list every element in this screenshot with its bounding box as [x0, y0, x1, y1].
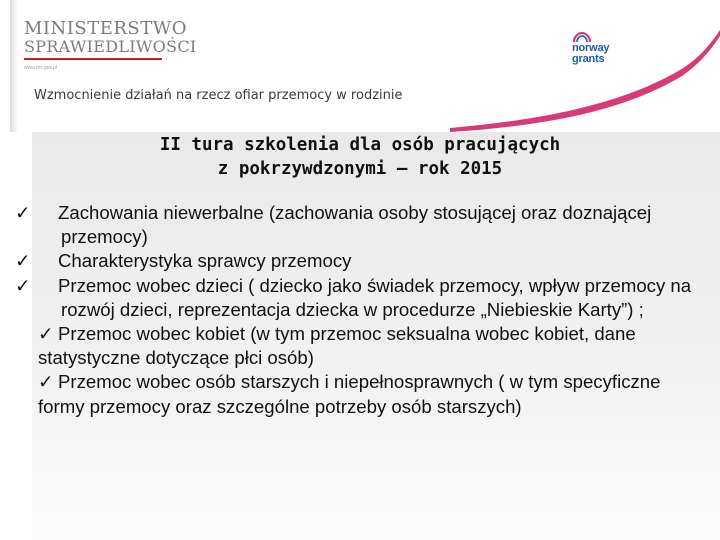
project-subtitle: Wzmocnienie działań na rzecz ofiar przemocy w rodzinie [34, 88, 403, 103]
ministry-red-bar [24, 58, 162, 60]
checkmark-icon: ✓ [15, 274, 31, 296]
list-item-text: Zachowania niewerbalne (zachowania osoby stosującej oraz doznającej przemocy) [58, 202, 652, 248]
ministry-name-line1: MINISTERSTWO [24, 18, 188, 39]
list-item-text: Charakterystyka sprawcy przemocy [58, 250, 352, 272]
ministry-name-line2: SPRAWIEDLIWOŚCI [24, 37, 197, 56]
slide-title-line1: II tura szkolenia dla osób pracujących [159, 135, 561, 155]
header-shadow [10, 0, 18, 132]
checkmark-icon: ✓ [15, 202, 31, 223]
pink-swoosh [450, 0, 720, 134]
list-item-text: Przemoc wobec osób starszych i niepełnosprawnych ( w tym specyficzne formy przemocy oraz szczególne potrzeby osób starszych) [38, 371, 661, 417]
bullet-list [15, 201, 708, 419]
slide-title [60, 133, 660, 181]
list-item [15, 249, 708, 273]
norway-grants-line1: norway [572, 42, 610, 54]
ministry-logo [24, 20, 196, 71]
slide-title-line2: z pokrzywdzonymi – rok 2015 [217, 159, 503, 179]
list-item [15, 201, 708, 249]
ministry-url: www.ms.gov.pl [24, 65, 57, 71]
checkmark-icon: ✓ [38, 323, 54, 345]
list-item-text: Przemoc wobec kobiet (w tym przemoc seksualna wobec kobiet, dane statystyczne dotyczące płci osób) [38, 323, 636, 369]
list-item [15, 274, 708, 322]
header [0, 0, 720, 132]
list-item [38, 322, 708, 370]
list-item [38, 370, 708, 418]
checkmark-icon: ✓ [38, 371, 54, 393]
norway-grants-line2: grants [572, 53, 605, 65]
checkmark-icon: ✓ [15, 250, 31, 272]
list-item-text: Przemoc wobec dzieci ( dziecko jako świadek przemocy, wpływ przemocy na rozwój dzieci, reprezentacja dziecka w procedurze „Niebieskie Karty”) ; [58, 274, 692, 320]
